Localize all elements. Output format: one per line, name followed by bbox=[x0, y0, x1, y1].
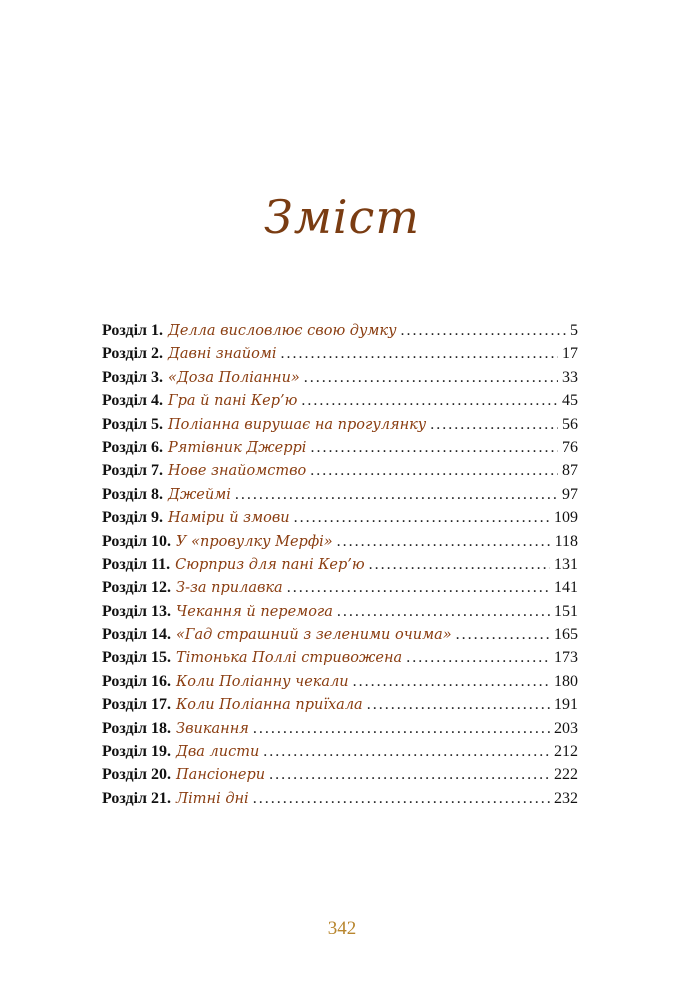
chapter-page-number: 151 bbox=[554, 602, 578, 620]
chapter-page-number: 87 bbox=[562, 462, 578, 480]
chapter-title: «Доза Поліанни» bbox=[168, 369, 300, 386]
toc-entry[interactable] bbox=[102, 439, 578, 462]
chapter-page-number: 191 bbox=[554, 696, 578, 714]
chapter-label: Розділ 9. bbox=[102, 509, 164, 527]
chapter-page-number: 203 bbox=[554, 719, 578, 737]
chapter-title: Гра й пані Кер’ю bbox=[168, 393, 298, 410]
dot-leader bbox=[456, 626, 550, 644]
chapter-page-number: 131 bbox=[554, 555, 578, 573]
chapter-page-number: 118 bbox=[554, 532, 578, 550]
dot-leader bbox=[369, 556, 550, 574]
chapter-page-number: 165 bbox=[554, 626, 578, 644]
chapter-label: Розділ 7. bbox=[102, 462, 164, 480]
chapter-page-number: 33 bbox=[562, 368, 578, 386]
chapter-page-number: 5 bbox=[570, 322, 578, 339]
dot-leader bbox=[281, 345, 558, 363]
chapter-title: Два листи bbox=[176, 744, 260, 761]
chapter-title: Сюрприз для пані Кер’ю bbox=[175, 556, 365, 573]
toc-entry[interactable] bbox=[102, 556, 578, 579]
chapter-title: Звикання bbox=[176, 720, 249, 737]
chapter-title: Пансіонери bbox=[176, 767, 266, 784]
chapter-title: Коли Поліанну чекали bbox=[176, 673, 349, 690]
toc-entry[interactable] bbox=[102, 462, 578, 485]
chapter-page-number: 56 bbox=[562, 415, 578, 433]
chapter-title: Літні дні bbox=[176, 790, 249, 807]
dot-leader bbox=[287, 579, 550, 597]
dot-leader bbox=[310, 439, 558, 457]
chapter-label: Розділ 18. bbox=[102, 719, 172, 737]
chapter-label: Розділ 16. bbox=[102, 672, 172, 690]
chapter-title: Коли Поліанна приїхала bbox=[176, 697, 363, 714]
chapter-title: Чекання й перемога bbox=[176, 603, 333, 620]
chapter-label: Розділ 15. bbox=[102, 649, 172, 667]
chapter-label: Розділ 17. bbox=[102, 696, 172, 714]
chapter-label: Розділ 8. bbox=[102, 485, 164, 503]
dot-leader bbox=[367, 696, 550, 714]
chapter-title: Рятівник Джеррі bbox=[168, 439, 307, 456]
chapter-label: Розділ 1. bbox=[102, 322, 164, 339]
chapter-label: Розділ 5. bbox=[102, 415, 164, 433]
toc-entry[interactable] bbox=[102, 696, 578, 719]
dot-leader bbox=[337, 603, 550, 621]
chapter-page-number: 212 bbox=[554, 743, 578, 761]
chapter-page-number: 45 bbox=[562, 392, 578, 410]
chapter-page-number: 173 bbox=[554, 649, 578, 667]
toc-entry[interactable] bbox=[102, 603, 578, 626]
chapter-page-number: 97 bbox=[562, 485, 578, 503]
toc-entry[interactable] bbox=[102, 649, 578, 672]
page-number: 342 bbox=[327, 918, 357, 939]
chapter-label: Розділ 19. bbox=[102, 743, 172, 761]
chapter-label: Розділ 14. bbox=[102, 626, 172, 644]
chapter-label: Розділ 6. bbox=[102, 438, 164, 456]
dot-leader bbox=[353, 673, 550, 691]
toc-entry[interactable] bbox=[102, 416, 578, 439]
dot-leader bbox=[337, 533, 551, 551]
toc-entry[interactable] bbox=[102, 579, 578, 602]
toc-entry[interactable] bbox=[102, 322, 578, 345]
chapter-label: Розділ 20. bbox=[102, 766, 172, 784]
dot-leader bbox=[253, 790, 550, 808]
toc-entry[interactable] bbox=[102, 766, 578, 789]
chapter-title: Поліанна вирушає на прогулянку bbox=[168, 416, 427, 433]
page-title: Зміст bbox=[264, 190, 420, 244]
chapter-page-number: 180 bbox=[554, 672, 578, 690]
toc-entry[interactable] bbox=[102, 486, 578, 509]
chapter-title: Нове знайомство bbox=[168, 463, 307, 480]
chapter-title: З-за прилавка bbox=[176, 580, 283, 597]
chapter-label: Розділ 2. bbox=[102, 345, 164, 363]
dot-leader bbox=[301, 392, 558, 410]
toc-entry[interactable] bbox=[102, 345, 578, 368]
chapter-label: Розділ 4. bbox=[102, 392, 164, 410]
chapter-title: У «провулку Мерфі» bbox=[176, 533, 333, 550]
dot-leader bbox=[430, 416, 558, 434]
dot-leader bbox=[235, 486, 558, 504]
chapter-page-number: 232 bbox=[554, 789, 578, 807]
toc-entry[interactable] bbox=[102, 673, 578, 696]
dot-leader bbox=[294, 509, 550, 527]
chapter-page-number: 109 bbox=[554, 509, 578, 527]
chapter-page-number: 222 bbox=[554, 766, 578, 784]
dot-leader bbox=[406, 649, 550, 667]
chapter-title: Делла висловлює свою думку bbox=[168, 323, 397, 339]
dot-leader bbox=[253, 720, 550, 738]
toc-entry[interactable] bbox=[102, 626, 578, 649]
chapter-label: Розділ 11. bbox=[102, 555, 171, 573]
table-of-contents bbox=[102, 322, 578, 813]
chapter-page-number: 141 bbox=[554, 579, 578, 597]
chapter-title: Джеймі bbox=[168, 486, 231, 503]
dot-leader bbox=[269, 766, 550, 784]
toc-entry[interactable] bbox=[102, 533, 578, 556]
chapter-title: Наміри й змови bbox=[168, 510, 290, 527]
chapter-label: Розділ 12. bbox=[102, 579, 172, 597]
chapter-page-number: 17 bbox=[562, 345, 578, 363]
chapter-title: «Гад страшний з зеленими очима» bbox=[176, 627, 452, 644]
dot-leader bbox=[263, 743, 550, 761]
chapter-title: Тітонька Поллі стривожена bbox=[176, 650, 403, 667]
chapter-label: Розділ 3. bbox=[102, 368, 164, 386]
dot-leader bbox=[401, 322, 566, 340]
dot-leader bbox=[304, 369, 558, 387]
chapter-label: Розділ 10. bbox=[102, 532, 172, 550]
toc-entry[interactable] bbox=[102, 790, 578, 813]
chapter-page-number: 76 bbox=[562, 438, 578, 456]
toc-entry[interactable] bbox=[102, 392, 578, 415]
toc-entry[interactable] bbox=[102, 509, 578, 532]
toc-entry[interactable] bbox=[102, 743, 578, 766]
chapter-title: Давні знайомі bbox=[168, 346, 277, 363]
dot-leader bbox=[310, 462, 558, 480]
toc-entry[interactable] bbox=[102, 720, 578, 743]
chapter-label: Розділ 13. bbox=[102, 602, 172, 620]
chapter-label: Розділ 21. bbox=[102, 789, 172, 807]
toc-entry[interactable] bbox=[102, 369, 578, 392]
